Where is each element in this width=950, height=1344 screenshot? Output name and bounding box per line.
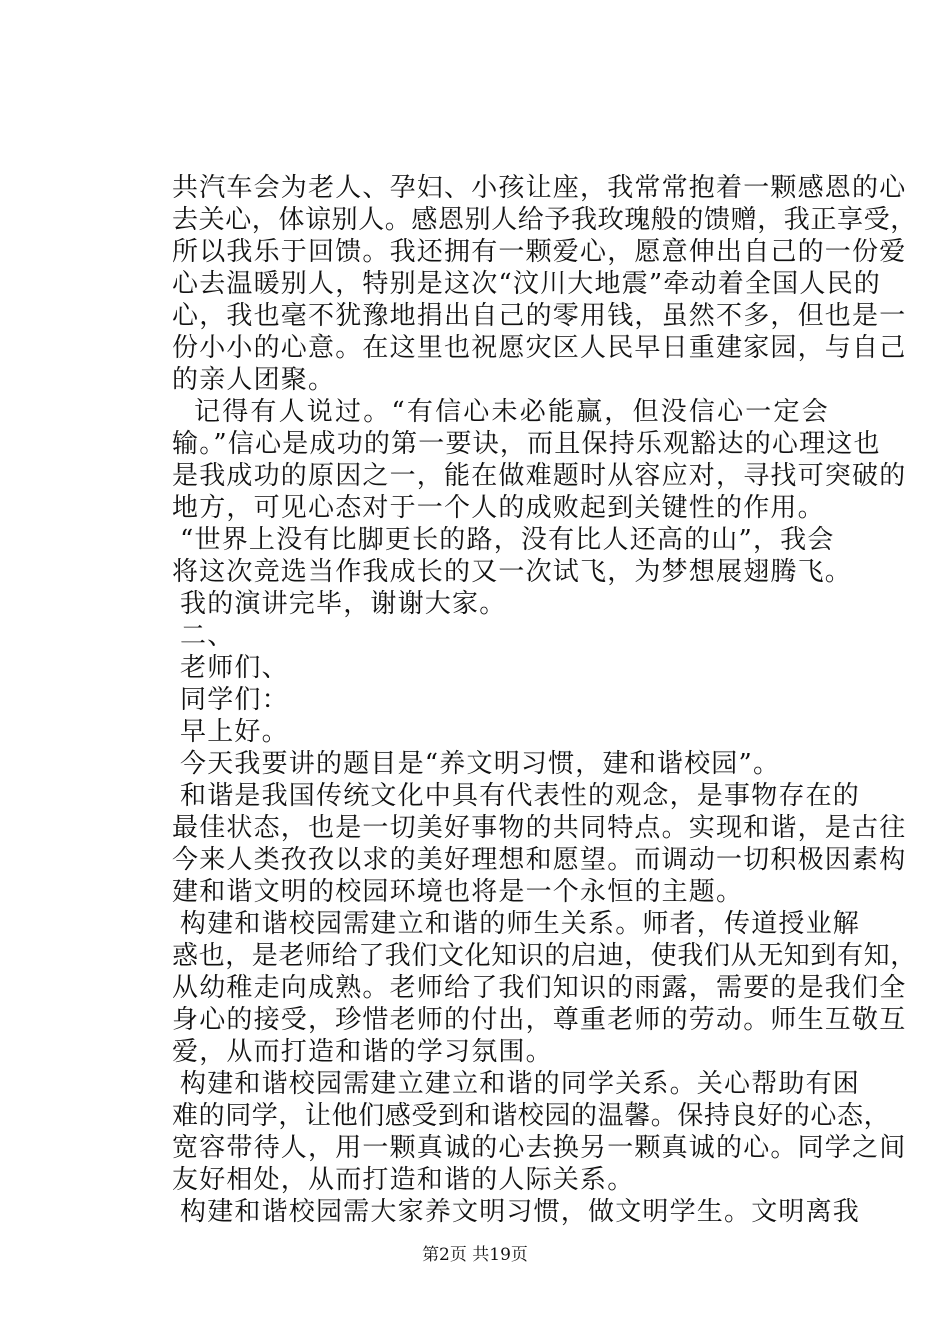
text-line: 共汽车会为老人、孕妇、小孩让座，我常常抱着一颗感恩的心	[172, 173, 907, 203]
text-line: 爱，从而打造和谐的学习氛围。	[172, 1037, 553, 1067]
text-line: 的亲人团聚。	[172, 365, 336, 395]
text-line: 构建和谐校园需建立和谐的师生关系。师者，传道授业解	[180, 909, 861, 939]
text-line: 输。”信心是成功的第一要诀，而且保持乐观豁达的心理这也	[172, 429, 881, 459]
text-line: 二、	[180, 621, 235, 651]
text-line: 去关心，体谅别人。感恩别人给予我玫瑰般的馈赠，我正享受，	[172, 205, 917, 235]
text-line: 是我成功的原因之一，能在做难题时从容应对，寻找可突破的	[172, 461, 907, 491]
text-line: 最佳状态，也是一切美好事物的共同特点。实现和谐，是古往	[172, 813, 907, 843]
text-line: 记得有人说过。“有信心未必能赢，但没信心一定会	[194, 397, 830, 427]
text-line: 从幼稚走向成熟。老师给了我们知识的雨露，需要的是我们全	[172, 973, 907, 1003]
text-line: 今天我要讲的题目是“养文明习惯，建和谐校园”。	[180, 749, 781, 779]
text-line: 地方，可见心态对于一个人的成败起到关键性的作用。	[172, 493, 825, 523]
text-line: 身心的接受，珍惜老师的付出，尊重老师的劳动。师生互敬互	[172, 1005, 907, 1035]
text-line: 和谐是我国传统文化中具有代表性的观念，是事物存在的	[180, 781, 861, 811]
text-line: 心去温暖别人，特别是这次“汶川大地震”牵动着全国人民的	[172, 269, 881, 299]
text-line: 将这次竞选当作我成长的又一次试飞，为梦想展翅腾飞。	[172, 557, 853, 587]
text-line: 惑也，是老师给了我们文化知识的启迪，使我们从无知到有知，	[172, 941, 917, 971]
page-number-label: 第2页 共19页	[422, 1245, 528, 1265]
text-line: 建和谐文明的校园环境也将是一个永恒的主题。	[172, 877, 744, 907]
text-line: 难的同学，让他们感受到和谐校园的温馨。保持良好的心态，	[172, 1101, 891, 1131]
text-line: 构建和谐校园需大家养文明习惯，做文明学生。文明离我	[180, 1197, 861, 1227]
text-line: “世界上没有比脚更长的路，没有比人还高的山”，我会	[180, 525, 835, 555]
text-line: 今来人类孜孜以求的美好理想和愿望。而调动一切积极因素构	[172, 845, 907, 875]
text-line: 友好相处，从而打造和谐的人际关系。	[172, 1165, 635, 1195]
text-line: 心，我也毫不犹豫地捐出自己的零用钱，虽然不多，但也是一	[172, 301, 907, 331]
page-footer	[0, 1245, 950, 1265]
text-line: 所以我乐于回馈。我还拥有一颗爱心，愿意伸出自己的一份爱	[172, 237, 907, 267]
text-line: 老师们、	[180, 653, 289, 683]
document-body	[172, 172, 917, 1228]
text-line: 宽容带待人，用一颗真诚的心去换另一颗真诚的心。同学之间	[172, 1133, 907, 1163]
text-line: 我的演讲完毕，谢谢大家。	[180, 589, 507, 619]
text-line: 同学们：	[180, 685, 289, 715]
text-line: 份小小的心意。在这里也祝愿灾区人民早日重建家园，与自己	[172, 333, 907, 363]
text-line: 构建和谐校园需建立建立和谐的同学关系。关心帮助有困	[180, 1069, 861, 1099]
text-line: 早上好。	[180, 717, 289, 747]
